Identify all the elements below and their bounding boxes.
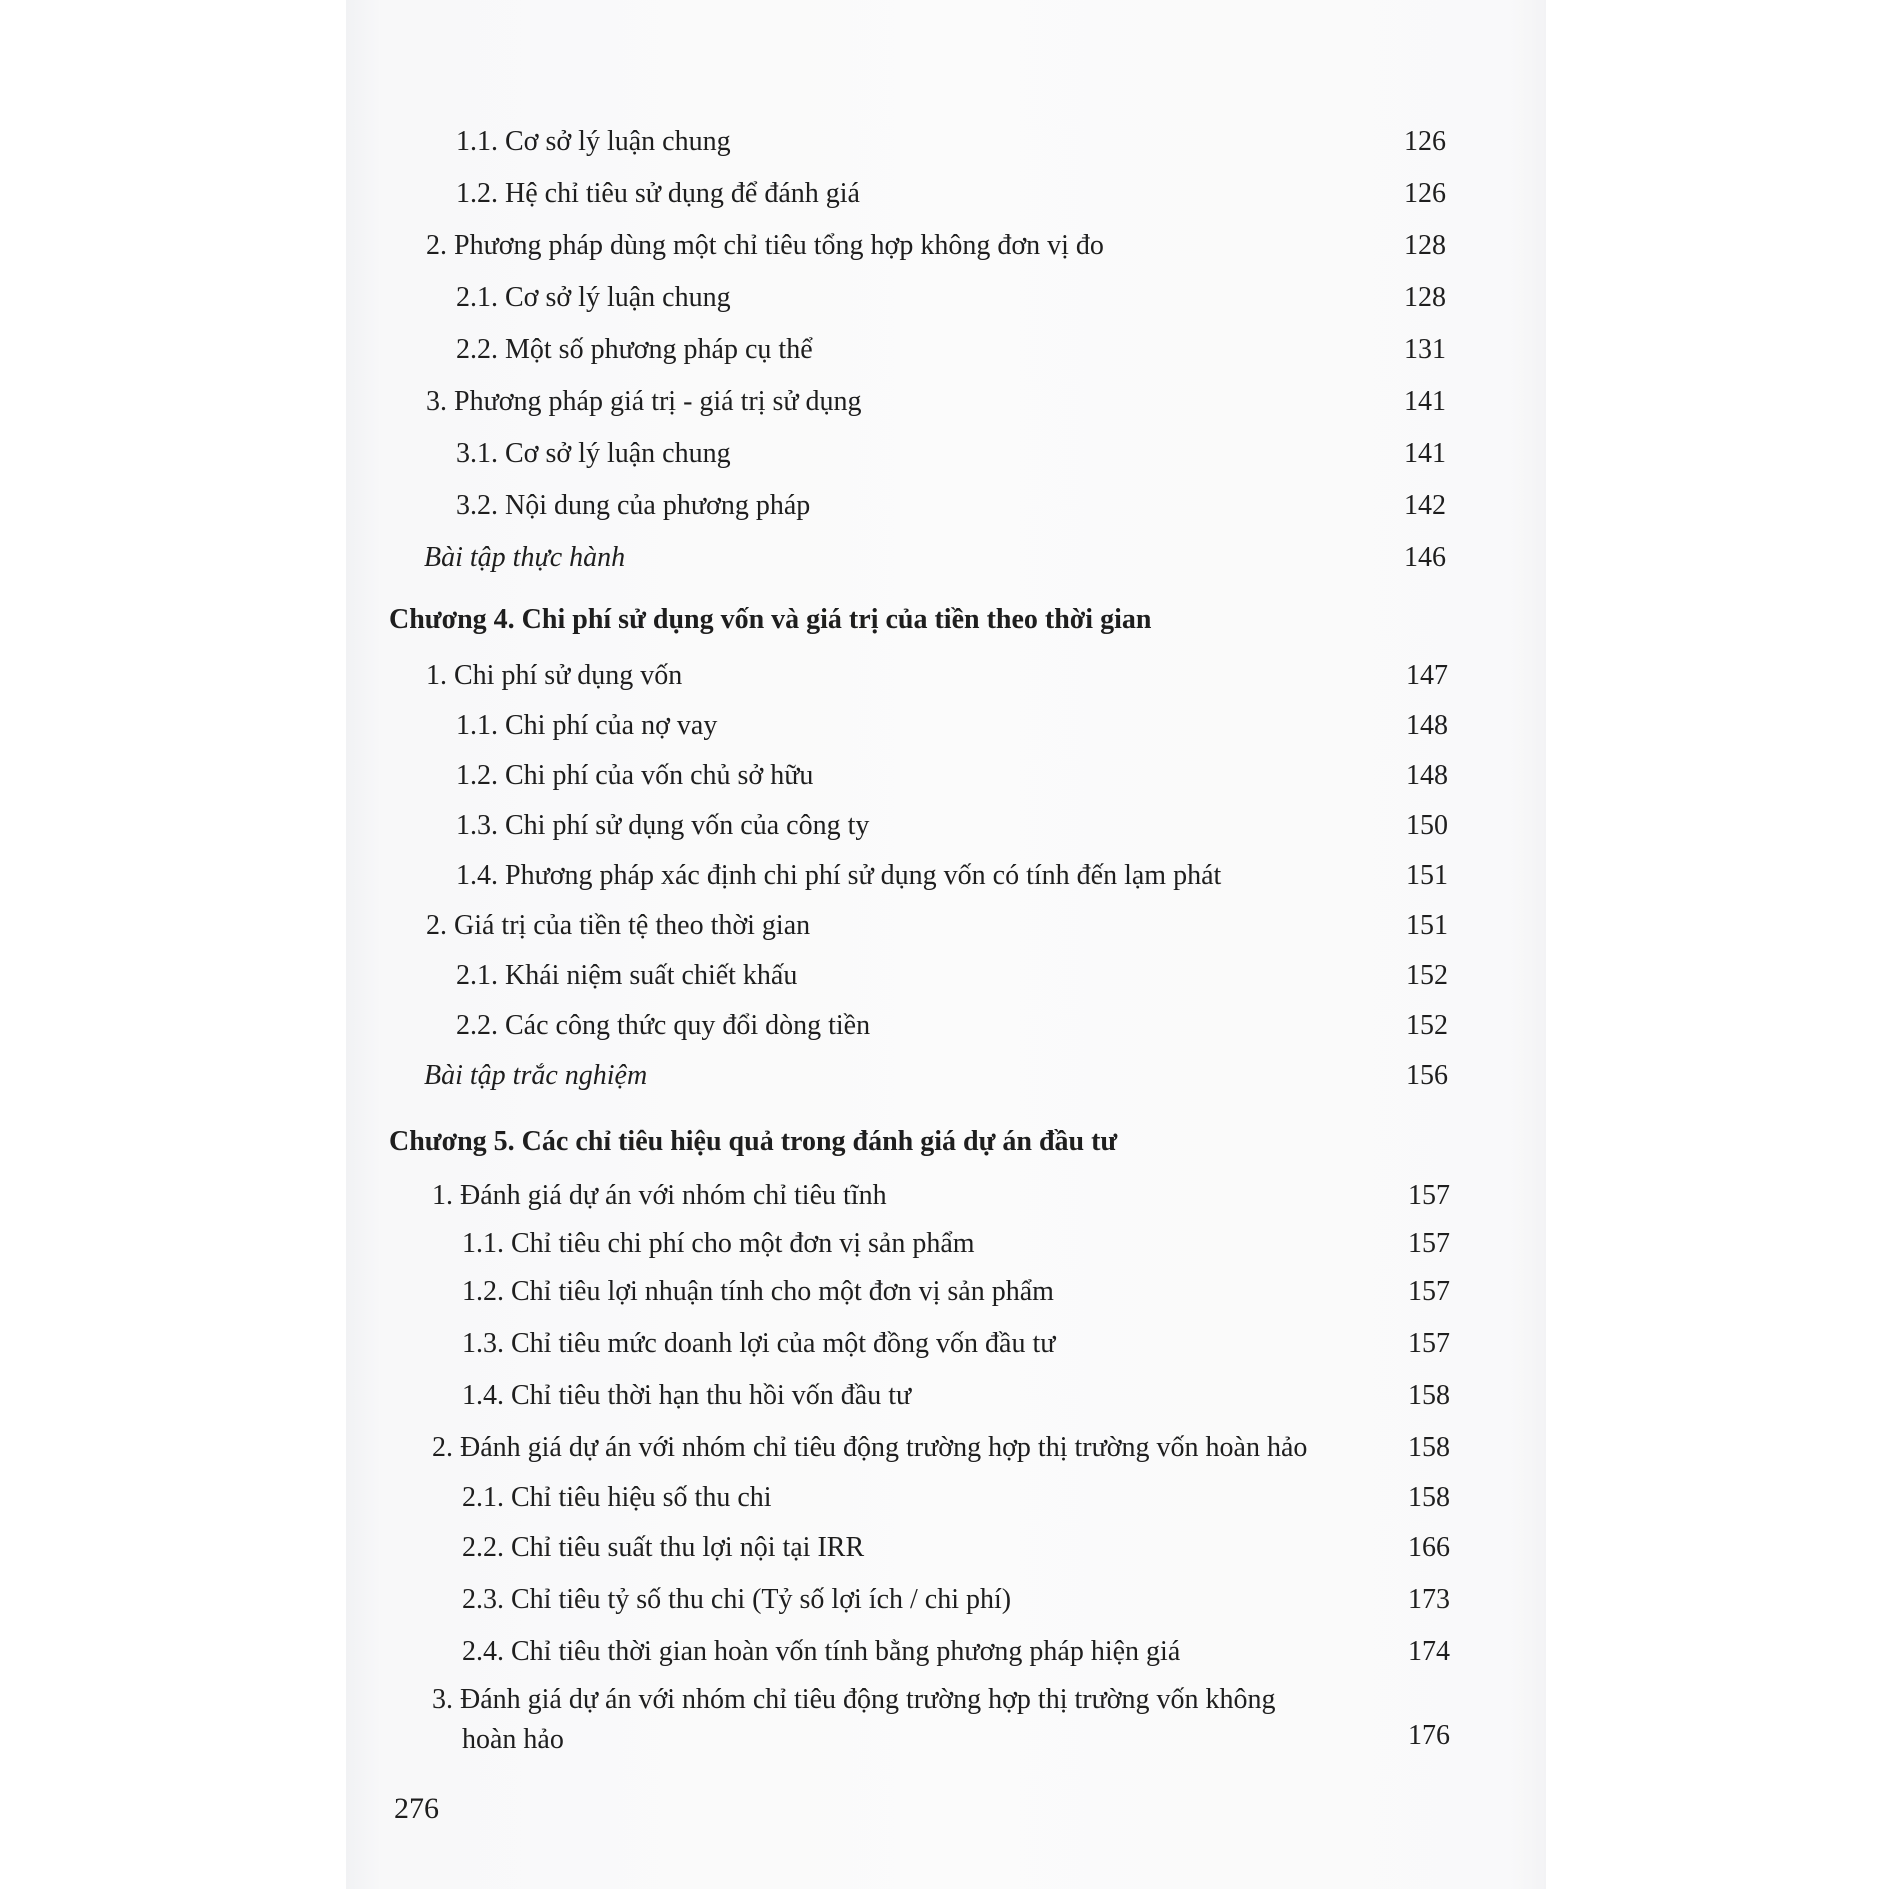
toc-page-number: 152 <box>1406 1010 1448 1041</box>
toc-entry <box>462 1274 1054 1310</box>
toc-page-number: 150 <box>1406 810 1448 841</box>
toc-page-number: 157 <box>1408 1328 1450 1359</box>
toc-entry-title: 1.1. Chỉ tiêu chi phí cho một đơn vị sản phẩm <box>462 1228 975 1259</box>
toc-entry <box>456 958 797 994</box>
table-of-contents <box>346 0 1546 1889</box>
toc-page-number: 157 <box>1408 1276 1450 1307</box>
toc-page-number: 141 <box>1404 438 1446 469</box>
toc-page-number: 166 <box>1408 1532 1450 1563</box>
toc-entry <box>456 176 860 212</box>
toc-entry-title: Bài tập thực hành <box>424 542 626 573</box>
toc-entry-title: 2. Giá trị của tiền tệ theo thời gian <box>426 910 811 941</box>
toc-entry-title: 1.3. Chi phí sử dụng vốn của công ty <box>456 810 870 841</box>
toc-page-number: 146 <box>1404 542 1446 573</box>
toc-entry <box>432 1430 1307 1466</box>
toc-page-number: 157 <box>1408 1180 1450 1211</box>
toc-page-number: 176 <box>1408 1720 1450 1751</box>
toc-entry-title: 2. Phương pháp dùng một chỉ tiêu tổng hợp không đơn vị đo <box>426 230 1104 261</box>
toc-entry-title: 1.3. Chỉ tiêu mức doanh lợi của một đồng vốn đầu tư <box>462 1328 1056 1359</box>
toc-entry-title: 3. Đánh giá dự án với nhóm chỉ tiêu động trường hợp thị trường vốn không <box>432 1684 1276 1715</box>
toc-entry <box>456 332 813 368</box>
toc-page-number: 151 <box>1406 860 1448 891</box>
toc-page-number: 158 <box>1408 1380 1450 1411</box>
toc-entry-title: 1.2. Chi phí của vốn chủ sở hữu <box>456 760 814 791</box>
toc-chapter-heading <box>389 1124 1117 1160</box>
toc-page-number: 158 <box>1408 1482 1450 1513</box>
toc-entry-title: 3.2. Nội dung của phương pháp <box>456 490 811 521</box>
toc-page-number: 147 <box>1406 660 1448 691</box>
toc-entry-title: 1. Đánh giá dự án với nhóm chỉ tiêu tĩnh <box>432 1180 887 1211</box>
toc-page-number: 142 <box>1404 490 1446 521</box>
toc-entry-title: 2.2. Một số phương pháp cụ thể <box>456 334 813 365</box>
toc-page-number: 126 <box>1404 126 1446 157</box>
toc-entry <box>462 1634 1180 1670</box>
toc-entry-title: 1.1. Cơ sở lý luận chung <box>456 126 731 157</box>
toc-entry <box>456 858 1221 894</box>
toc-entry-title: 3. Phương pháp giá trị - giá trị sử dụng <box>426 386 862 417</box>
toc-entry-title: 2.3. Chỉ tiêu tỷ số thu chi (Tỷ số lợi ích / chi phí) <box>462 1584 1012 1615</box>
toc-entry <box>462 1378 911 1414</box>
toc-page-number: 141 <box>1404 386 1446 417</box>
toc-entry-title: 2. Đánh giá dự án với nhóm chỉ tiêu động trường hợp thị trường vốn hoàn hảo <box>432 1432 1308 1463</box>
toc-entry <box>456 1008 870 1044</box>
toc-entry <box>426 384 862 420</box>
toc-chapter-heading <box>389 602 1151 638</box>
toc-entry <box>456 708 717 744</box>
toc-chapter-title: Chương 5. Các chỉ tiêu hiệu quả trong đánh giá dự án đầu tư <box>389 1126 1118 1157</box>
toc-entry-title: 1.4. Chỉ tiêu thời hạn thu hồi vốn đầu tư <box>462 1380 912 1411</box>
toc-entry <box>456 280 731 316</box>
toc-page-number: 156 <box>1406 1060 1448 1091</box>
toc-chapter-title: Chương 4. Chi phí sử dụng vốn và giá trị của tiền theo thời gian <box>389 604 1152 635</box>
toc-entry-title: 3.1. Cơ sở lý luận chung <box>456 438 731 469</box>
toc-entry-title: 1.4. Phương pháp xác định chi phí sử dụng vốn có tính đến lạm phát <box>456 860 1222 891</box>
toc-entry <box>462 1530 864 1566</box>
toc-page-number: 173 <box>1408 1584 1450 1615</box>
toc-entry <box>426 908 810 944</box>
toc-entry <box>456 808 869 844</box>
toc-page-number: 148 <box>1406 760 1448 791</box>
toc-entry <box>456 436 731 472</box>
toc-entry-title: 1.1. Chi phí của nợ vay <box>456 710 718 741</box>
toc-entry <box>462 1480 772 1516</box>
toc-entry-exercise <box>424 540 625 576</box>
toc-page-number: 148 <box>1406 710 1448 741</box>
toc-entry <box>462 1582 1011 1618</box>
toc-page-number: 151 <box>1406 910 1448 941</box>
toc-entry <box>462 1226 975 1262</box>
toc-entry <box>462 1326 1055 1362</box>
toc-entry-title: 2.1. Khái niệm suất chiết khấu <box>456 960 798 991</box>
toc-page-number: 128 <box>1404 230 1446 261</box>
toc-page-number: 131 <box>1404 334 1446 365</box>
toc-entry-title: 1.2. Hệ chỉ tiêu sử dụng để đánh giá <box>456 178 860 209</box>
toc-entry <box>432 1178 887 1214</box>
toc-entry-title: 2.4. Chỉ tiêu thời gian hoàn vốn tính bằng phương pháp hiện giá <box>462 1636 1181 1667</box>
toc-entry-title: 2.1. Cơ sở lý luận chung <box>456 282 731 313</box>
toc-page-number: 174 <box>1408 1636 1450 1667</box>
toc-entry <box>426 658 682 694</box>
book-page <box>346 0 1546 1889</box>
toc-page-number: 128 <box>1404 282 1446 313</box>
toc-page-number: 126 <box>1404 178 1446 209</box>
toc-page-number: 152 <box>1406 960 1448 991</box>
toc-entry-title: 2.2. Các công thức quy đổi dòng tiền <box>456 1010 871 1041</box>
folio-page-number: 276 <box>394 1792 439 1825</box>
toc-page-number: 158 <box>1408 1432 1450 1463</box>
toc-entry-title: 1. Chi phí sử dụng vốn <box>426 660 683 691</box>
toc-entry-title: 2.1. Chỉ tiêu hiệu số thu chi <box>462 1482 772 1513</box>
toc-entry <box>456 124 731 160</box>
toc-page-number: 157 <box>1408 1228 1450 1259</box>
toc-entry-title: Bài tập trắc nghiệm <box>424 1060 648 1091</box>
toc-entry <box>426 228 1104 264</box>
toc-entry-title: 1.2. Chỉ tiêu lợi nhuận tính cho một đơn vị sản phẩm <box>462 1276 1054 1307</box>
toc-entry <box>456 488 810 524</box>
toc-entry <box>456 758 813 794</box>
toc-entry-exercise <box>424 1058 647 1094</box>
toc-entry-continuation: hoàn hảo <box>462 1724 564 1755</box>
toc-entry <box>432 1682 1276 1718</box>
toc-entry-title: 2.2. Chỉ tiêu suất thu lợi nội tại IRR <box>462 1532 865 1563</box>
